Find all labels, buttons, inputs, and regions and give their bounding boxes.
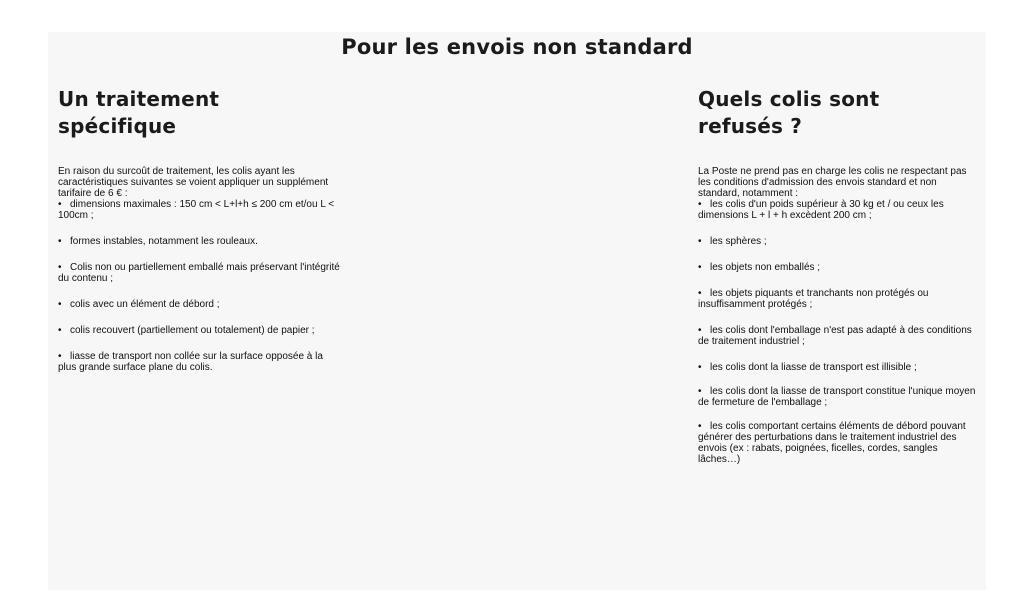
bullet-icon: • bbox=[58, 325, 62, 336]
left-column bbox=[58, 86, 343, 373]
list-item: • les colis comportant certains éléments de débord pouvant générer des perturbations dans le traitement industriel des envois (ex : rabats, poignées, ficelles, cordes, sangles lâches…) bbox=[698, 421, 966, 465]
right-intro: La Poste ne prend pas en charge les colis ne respectant pas les conditions d'admission des envois standard et non standard, notamment : bbox=[698, 166, 967, 199]
list-item: • formes instables, notamment les rouleaux. bbox=[58, 236, 258, 247]
list-item: • les colis dont l'emballage n'est pas adapté à des conditions de traitement industriel ; bbox=[698, 325, 972, 347]
list-item: • les colis dont la liasse de transport est illisible ; bbox=[698, 362, 917, 373]
left-intro: En raison du surcoût de traitement, les colis ayant les caractéristiques suivantes se voient appliquer un supplément tarifaire de 6 € : bbox=[58, 166, 329, 199]
bullet-icon: • bbox=[58, 299, 62, 310]
list-item: • Colis non ou partiellement emballé mais préservant l'intégrité du contenu ; bbox=[58, 262, 340, 284]
bullet-icon: • bbox=[698, 236, 702, 247]
list-item: • colis recouvert (partiellement ou totalement) de papier ; bbox=[58, 325, 315, 336]
bullet-icon: • bbox=[58, 262, 62, 273]
bullet-icon: • bbox=[58, 199, 62, 210]
right-column bbox=[698, 86, 978, 465]
list-item: • les colis dont la liasse de transport constitue l'unique moyen de fermeture de l'emballage ; bbox=[698, 386, 976, 408]
bullet-icon: • bbox=[58, 236, 62, 247]
bullet-icon: • bbox=[698, 288, 702, 299]
list-item: • les colis d'un poids supérieur à 30 kg et / ou ceux les dimensions L + l + h excèdent 200 cm ; bbox=[698, 199, 944, 221]
bullet-icon: • bbox=[698, 199, 702, 210]
page-title: Pour les envois non standard bbox=[341, 35, 693, 59]
list-item: • les sphères ; bbox=[698, 236, 767, 247]
left-heading: Un traitement spécifique bbox=[58, 87, 220, 138]
bullet-icon: • bbox=[698, 362, 702, 373]
content-panel bbox=[48, 32, 986, 590]
bullet-icon: • bbox=[698, 262, 702, 273]
list-item: • les objets piquants et tranchants non protégés ou insuffisamment protégés ; bbox=[698, 288, 929, 310]
right-heading: Quels colis sont refusés ? bbox=[698, 87, 880, 138]
bullet-icon: • bbox=[698, 421, 702, 432]
list-item: • les objets non emballés ; bbox=[698, 262, 821, 273]
bullet-icon: • bbox=[58, 351, 62, 362]
bullet-icon: • bbox=[698, 386, 702, 397]
list-item: • dimensions maximales : 150 cm < L+l+h ≤ 200 cm et/ou L < 100cm ; bbox=[58, 199, 335, 221]
list-item: • liasse de transport non collée sur la surface opposée à la plus grande surface plane du colis. bbox=[58, 351, 323, 373]
list-item: • colis avec un élément de débord ; bbox=[58, 299, 220, 310]
bullet-icon: • bbox=[698, 325, 702, 336]
